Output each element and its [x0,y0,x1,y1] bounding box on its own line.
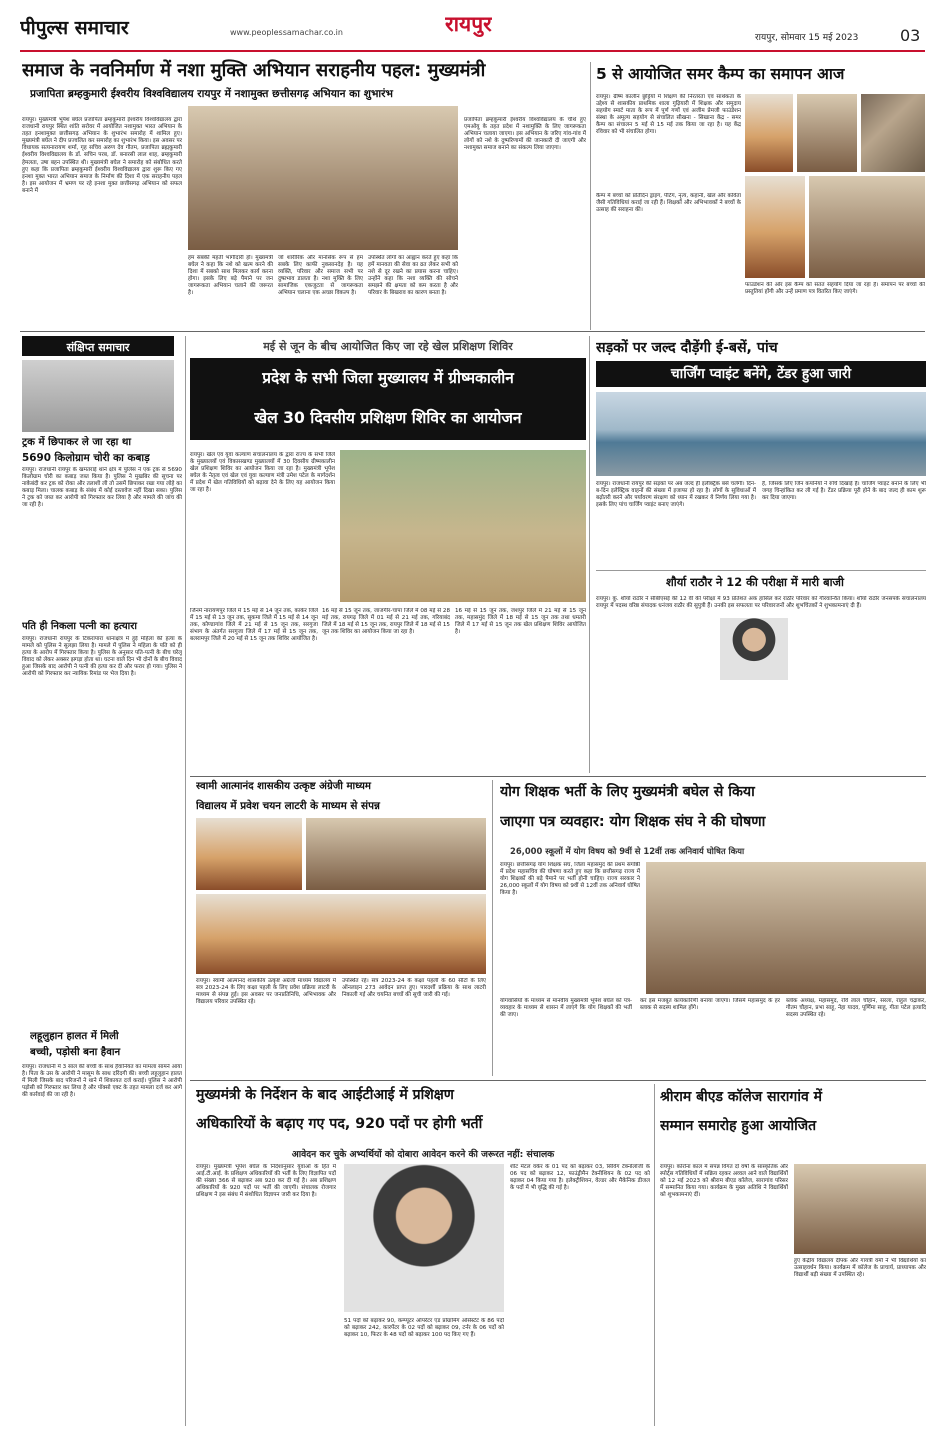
story6-headline-a: स्वामी आत्मानंद शासकीय उत्कृष्ट अंग्रेजी माध्यम [196,781,372,792]
story6-photo-3 [196,894,486,974]
brief-label-bar [22,336,174,356]
story8-subhead-box [196,1142,650,1160]
story3-photo [340,450,586,602]
logo-text: पीपुल्स समाचार [20,17,129,39]
story2-photo-5 [809,176,925,278]
story2-photo-2 [797,94,857,172]
brief-label: संक्षिप्त समाचार [66,341,130,354]
page-number: 03 [900,26,921,45]
story1-body-a: रायपुर। मुख्यमंत्री भूपेश बघेल प्रजापिता ब्रम्हकुमारी ईश्वरीय विश्वविद्यालय द्वारा राजधानी रायपुर स्थित शांति सरोवर में आयोजित नशामुक्त भारत अभियान के तहत इनशामुक्त छत्तीसगढ़ अभियान के शुभारंभ समारोह में शामिल हुए। मुख्यमंत्री बघेल ने दीप प्रज्वलित कर समारोह का शुभारंभ किया। इस अवसर पर विधायक सत्यनारायण शर्मा, गृह सचिव अरुण देव गौतम, प्रजापिता ब्रह्मकुमारी ईश्वरीय विश्वविद्यालय के डॉ. सचिन परब, डॉ. बनारसी लाल शाह, ब्रम्हकुमारी हेमलता, उषा बहन उपस्थित थी। मुख्यमंत्री बघेल ने समारोह को संबोधित करते हुए कहा कि प्रजापिता ब्रम्हकुमारी ईश्वरीय विश्वविद्यालय द्वारा शुरू किए गए इनशा मुक्त भारत अभियान समाज के निर्माण की दिशा में एक सराहनीय पहल है। इस आयोजन में भ्रमण पर रहे इनशा मुक्त छत्तीसगढ़ अभियान को सफल बनाने में [22,117,182,194]
story8-headline-b: अधिकारियों के बढ़ाए गए पद, 920 पदों पर होगी भर्ती [196,1116,483,1132]
brief-item3-head-b: बच्ची, पड़ोसी बना हैवान [30,1047,121,1058]
story3-body-a: रायपुर। खेल एवं युवा कल्याण संचालनालय के द्वारा राज्य के सभी जिले के मुख्यालयों एवं विकासखण्ड मुख्यालयों में 30 दिवसीय ग्रीष्मकालीन खेल प्रशिक्षण शिविर का आयोजन किया जा रहा है। मुख्यमंत्री भूपेश बघेल के नेतृत्व एवं खेल एवं युवा कल्याण मंत्री उमेश पटेल के मार्गदर्शन में प्रदेश में खेल गतिविधियों को बढ़ावा देने के लिए यह आयोजन किया जा रहा है। [190,452,335,494]
story4-body-b: है, जिसके लिए जिन कंपनियों ने रुचि दिखाई है। चार्जिंग प्वाइंट बनाने के लिए भी जगह चिन्हांकित कर ली गई है। टेंडर प्रक्रिया पूरी होने के बाद जल्द ही काम शुरू कर दिया जाएगा। [762,481,926,502]
story1-headline: समाज के नवनिर्माण में नशा मुक्ति अभियान सराहनीय पहल: मुख्यमंत्री [22,60,486,81]
story3-kicker: मई से जून के बीच आयोजित किए जा रहे खेल प्रशिक्षण शिविर [263,340,513,353]
story2-photo-4 [745,176,805,278]
column-divider [185,336,186,1426]
story7-body-b: योगवासियों के माध्यम से मानवीय मुख्यमंत्री भूपेश बघेल को पत्र-व्यवहार के माध्यम से शासन में लाएंगे कि योग शिक्षकों की भर्ती की जाए। [500,998,632,1019]
story9-body-b: हुए केंद्रीय विद्यालय दीपक और गायत्री वर्मा ने भी विद्यार्थियों का उत्साहवर्धन किया। कार्यक्रम में कॉलेज के प्राचार्य, प्राध्यापक और विद्यार्थी बड़ी संख्या में उपस्थित रहे। [794,1258,926,1279]
brief-item2-body: रायपुर। राजधानी रायपुर के टिकरापारा थानाक्षेत्र में हुई महिला की हत्या के मामले को पुलिस ने सुलझा लिया है। मामले में पुलिस ने महिला के पति को ही हत्या के आरोप में गिरफ्तार किया है। पुलिस के अनुसार पति-पत्नी के बीच घरेलू विवाद को लेकर अक्सर झगड़ा होता था। घटना वाले दिन भी दोनों के बीच विवाद हुआ जिसके बाद आरोपी ने पत्नी की हत्या कर दी और फरार हो गया। पुलिस ने आरोपी को गिरफ्तार कर न्यायिक रिमांड पर भेज दिया है। [22,636,182,678]
story-rule [596,570,926,571]
masthead [0,0,945,58]
story3-body-d: 16 मई से 15 जून तक, जशपुर जिले में 21 मई से 15 जून तक, महासमुंद जिले में 18 मई से 15 जून तक तथा धमतरी जिले में 17 मई से 15 जून तक खेल प्रशिक्षण शिविर आयोजित है। [455,608,586,636]
story8-body-b: 51 पदों को बढ़ाकर 90, कम्प्यूटर ऑपरेटर एंड प्रोग्रामिंग असिस्टेंट के 86 पदों को बढ़ाकर 242, कारपेंटर के 02 पदों को बढ़ाकर 09, टर्नर के 06 पदों को बढ़ाकर 10, फिटर के 48 पदों को बढ़ाकर 100 पद किए गए हैं। [344,1318,504,1339]
story1-photo [188,106,458,250]
story8-portrait [344,1164,504,1312]
brief-item3-head-a: लहूलुहान हालत में मिली [30,1031,119,1042]
story8-headline-a: मुख्यमंत्री के निर्देशन के बाद आईटीआई में प्रशिक्षण [196,1087,454,1103]
story2-body-c: फाउंडेशन की ओर इस कैम्प को सतत सहयोग दिया जा रहा है। समापन पर बच्चों की प्रस्तुतियां होंगी और उन्हें प्रमाण पत्र वितरित किए जाएंगे। [745,282,925,296]
story7-body-c: कर इस मजबूत कार्यकारिणी बनाया जाएगा। जिसमें महासमुंद के हर ब्लाक से सदस्य शामिल होंगे। [640,998,780,1012]
brief-item3-body: रायपुर। राजधानी में 3 साल की बच्ची के साथ हैवानियत का मामला सामने आया है। पिता के उस के आरोपी ने मासूम के साथ दरिंदगी की। बच्ची लहूलुहान हालत में मिली जिसके बाद परिजनों ने थाने में शिकायत दर्ज कराई। पुलिस ने आरोपी पड़ोसी को गिरफ्तार कर लिया है और पॉक्सो एक्ट के तहत मामला दर्ज कर आगे की कार्रवाई की जा रही है। [22,1064,182,1099]
section-rule [190,776,926,777]
brief-item1-body: रायपुर। राजधानी रायपुर के खमतराई थाने क्षेत्र में पुलिस ने एक ट्रक से 5690 किलोग्राम चोरी का कबाड़ जब्त किया है। पुलिस ने मुखबिर की सूचना पर नाकेबंदी कर ट्रक को रोका और तलाशी ली तो उसमें छिपाकर रखा गया लोहे का कबाड़ मिला। चालक कबाड़ के संबंध में कोई दस्तावेज नहीं दिखा सका। पुलिस ने ट्रक को जब्त कर आरोपी को गिरफ्तार कर लिया है और मामले की जांच की जा रही है। [22,467,182,509]
column-divider [589,336,590,773]
story4-headline-b-box [596,361,926,387]
column-divider [654,1084,655,1426]
story1-subhead: प्रजापिता ब्रम्हकुमारी ईश्वरीय विश्वविद्यालय रायपुर में नशामुक्त छत्तीसगढ़ अभियान का शुभारंभ [30,88,393,100]
column-divider [590,62,591,330]
story3-kicker-box [190,335,586,357]
story4-photo [596,392,926,476]
story7-headline-b: जाएगा पत्र व्यवहार: योग शिक्षक संघ ने की घोषणा [500,814,766,830]
story8-body-a: रायपुर। मुख्यमंत्री भूपेश बघेल के निर्देशानुसार युवाओं के हित में आई.टी.आई. के प्रशिक्षण अधिकारियों की भर्ती के लिए विज्ञापित पदों की संख्या 366 से बढ़ाकर अब 920 कर दी गई है। अब प्रशिक्षण अधिकारियों के 920 पदों पर भर्ती की जाएगी। संचालक रोजगार प्रशिक्षण ने इस संबंध में संशोधित विज्ञापन जारी कर दिया है। [196,1164,336,1199]
story9-headline-a: श्रीराम बीएड कॉलेज सारागांव में [660,1089,822,1105]
story3-headline-1: प्रदेश के सभी जिला मुख्यालय में ग्रीष्मकालीन [262,369,514,387]
brief-photo [22,360,174,432]
story8-body-c: शीट मेटल वर्कर के 01 पद को बढ़ाकर 03, सिविंग टेक्नोलॉजी के 06 पद को बढ़ाकर 12, फाउंड्रीमैन टेक्नीशियन के 02 पद को बढ़ाकर 04 किया गया है। इलेक्ट्रीशियन, वेल्डर और मैकेनिक डीजल के पदों में भी वृद्धि की गई है। [510,1164,650,1192]
section-rule [190,1080,926,1081]
story9-photo [794,1164,926,1254]
story7-subhead: 26,000 स्कूलों में योग विषय को 9वीं से 12वीं तक अनिवार्य घोषित किया [510,846,745,856]
story5-portrait [720,618,788,680]
column-divider [492,780,493,1076]
story7-body-d: ब्लॉक अध्यक्ष, महासमुंद, रवि लाल चौहान, सरला, राहुल चंद्राकर, गौतम चौहान, प्रभा साहू, नेहा यादव, पूर्णिमा साहू, गीता पटेल इत्यादि सदस्य उपस्थित रहे। [786,998,926,1019]
story2-headline: 5 से आयोजित समर कैम्प का समापन आज [596,65,845,83]
brief-item1-head-a: ट्रक में छिपाकर ले जा रहा था [22,437,131,448]
story3-headline-2: खेल 30 दिवसीय प्रशिक्षण शिविर का आयोजन [254,409,522,427]
story6-photo-1 [196,818,302,890]
story9-headline-b: सम्मान समारोह हुआ आयोजित [660,1118,817,1134]
story4-headline-b: चार्जिंग प्वाइंट बनेंगे, टेंडर हुआ जारी [670,366,852,382]
brief-item1-head-b: 5690 किलोग्राम चोरी का कबाड़ [22,452,150,464]
brief-item2-head: पति ही निकला पत्नी का हत्यारा [22,621,137,632]
story2-photo-1 [745,94,793,172]
story1-body-b: हम सबकी महती भागीदारी हो। मुख्यमंत्री बघेल ने कहा कि नशे को खत्म करने की दिशा में सबको साथ मिलकर कार्य करना होगा। इसके लिए बड़े पैमाने पर जन जागरूकता अभियान चलाने की जरूरत है। [188,255,273,297]
website-link[interactable]: www.peoplessamachar.co.in [230,28,343,37]
dateline: रायपुर, सोमवार 15 मई 2023 [755,33,859,43]
story5-headline: शौर्या राठौर ने 12 की परीक्षा में मारी बाजी [666,575,844,589]
story4-body-a: रायपुर। राजधानी रायपुर की सड़कों पर अब जल्द ही इलेक्ट्रिक बसें चलेंगी। दिन-ब-दिन इलेक्ट्रिक वाहनों की संख्या में इजाफा हो रहा है। लोगों के सुविधाओं में बढ़ोतरी करने और पर्यावरण संरक्षण को ध्यान में रखकर ये निर्णय लिया गया है। इसके लिए पांच चार्जिंग प्वाइंट बनाए जाएंगे। [596,481,756,509]
section-label: रायपुर [445,11,492,36]
story2-body-a: रायपुर। ग्रीष्म कालीन छुट्टियों में शिक्षण की निरंतरता एवं सार्थकता के उद्देश्य से शासकीय प्राथमिक शाला गुढ़ियारी में शिक्षक और समुदाय सहयोग स्मार्ट माता के रूप में पूर्ण गणों एवं अजीम प्रेमजी फाउंडेशन संस्था के अमूल्य सहयोग से संचालित सीखना - सिखाना केंद्र - समर कैम्प का संचालन 5 मई से 15 मई तक किया जा रहा है। यह केंद्र रविवार को भी संचालित होगा। [596,94,741,136]
story6-body-a: रायपुर। स्वामी आत्मानंद शासकीय उत्कृष्ट अंग्रेजी माध्यम विद्यालय में सत्र 2023-24 के लिए कक्षा पहली के लिए प्रवेश प्रक्रिया लाटरी के माध्यम से संपन्न हुई। इस अवसर पर जनप्रतिनिधि, अभिभावक और विद्यालय परिवार उपस्थित रहे। [196,978,336,1006]
story1-body-e: प्रजापिता ब्रम्हकुमारी ईश्वरीय विश्वविद्यालय के चौथे हुए एमओयू के तहत प्रदेश में नशामुक्ति के लिए जागरूकता अभियान चलाया जाएगा। इस अभियान के जरिए गांव-गांव में लोगों को नशे के दुष्परिणामों की जानकारी दी जाएगी और नशामुक्त समाज बनाने का संकल्प लिया जाएगा। [464,117,586,152]
story2-photo-3 [861,94,925,172]
story4-headline-a: सड़कों पर जल्द दौड़ेंगी ई-बसें, पांच [596,340,778,356]
story3-headline-box [190,358,586,440]
story7-photo [646,862,926,994]
story8-subhead: आवेदन कर चुके अभ्यर्थियों को दोबारा आवेदन करने की जरूरत नहीं: संचालक [291,1149,555,1160]
story5-body: रायपुर। कु. शौर्या राठौर ने सीबीएसई की 12 वीं की परीक्षा में 93 प्रतिशत अंक हासिल कर राठौर परिवार को गौरवान्वित किया। शौर्या राठौर जनसंपर्क संचालनालय रायपुर में पदस्थ वरिष्ठ संपादक धनंजय राठौर की सुपुत्री हैं। उनकी इस सफलता पर परिवारजनों और शुभचिंतकों ने शुभकामनाएं दी हैं। [596,596,926,610]
story1-body-c: जो शारीरिक और मानसिक रूप से हम सबके लिए काफी नुकसानदेह है। यह व्यक्ति, परिवार और समाज सभी पर दुष्प्रभाव डालता है। नशा मुक्ति के लिए सामाजिक एकजुटता से जागरूकता अभियान चलाना एक अच्छा विकल्प है। [278,255,363,297]
story1-body-d: उपस्थित लोगों का आह्वान करते हुए कहा कि हमें मानवता की सेवा का व्रत लेकर सभी को नशे से दूर रखने का प्रयास करना चाहिए। उन्होंने कहा कि नशा व्यक्ति की सोचने समझने की क्षमता को कम करता है और परिवार के बिखराव का कारण बनता है। [368,255,458,297]
story3-body-c: 16 मई से 15 जून तक, जांजगीर-चांपा जिले में 08 मई से 28 मई तक, रायगढ़ जिले में 01 मई से 21 मई तक, गरियाबंद जिले में 18 मई से 15 जून तक, रायपुर जिले में 18 मई से 15 जून तक शिविर का आयोजन किया जा रहा है। [322,608,450,636]
section-rule [20,331,925,332]
story9-body-a: रायपुर। कोरोना काल में संपन्न विगत दो वर्षों के सांस्कृतिक और स्पोर्ट्स गतिविधियों में सक्रिय रहकर अव्वल आने वाले विद्यार्थियों को 12 मई 2023 को श्रीराम बीएड कॉलेज, सारागांव परिसर में सम्मानित किया गया। कार्यक्रम के मुख्य अतिथि ने विद्यार्थियों को शुभकामनाएं दीं। [660,1164,788,1199]
masthead-rule [20,50,925,52]
story6-photo-2 [306,818,486,890]
masthead-logo[interactable] [20,14,220,44]
story3-body-b: जिनमें नारायणपुर जिले में 15 मई से 14 जून तक, कांकेर जिले में 15 मई से 13 जून तक, सुकमा जिले में 15 मई से 14 जून तक, कोण्डागांव जिले में 21 मई से 15 जून तक, सरगुजा संभाग के अंतर्गत सरगुजा जिले में 17 मई से 15 जून तक, बलरामपुर जिले में 20 मई से 15 जून तक शिविर आयोजित है। [190,608,318,643]
story6-body-b: उपस्थित रहे। सत्र 2023-24 के कक्षा पहली के 60 सीटों के लिए ऑनलाइन 273 आवेदन प्राप्त हुए। पारदर्शी प्रक्रिया के साथ लाटरी निकाली गई और चयनित बच्चों की सूची जारी की गई। [342,978,486,999]
story2-body-b: कैम्प में बच्चों को प्रतिदिन ड्राइंग, पेंटिंग, नृत्य, कहानी, खेल और कविता जैसी गतिविधियां कराई जा रही हैं। शिक्षकों और अभिभावकों ने बच्चों के उत्साह की सराहना की। [596,193,741,214]
story7-headline-a: योग शिक्षक भर्ती के लिए मुख्यमंत्री बघेल से किया [500,784,755,800]
story7-body-a: रायपुर। छत्तीसगढ़ योग शिक्षक संघ, जिला महासमुंद की प्रथम संगोष्ठी में प्रदेश महासचिव की घोषणा करते हुए कहा कि छत्तीसगढ़ राज्य में योग शिक्षकों की बड़े पैमाने पर भर्ती होनी चाहिए। राज्य सरकार ने 26,000 स्कूलों में योग विषय को 9वीं से 12वीं तक अनिवार्य घोषित किया है। [500,862,640,897]
story6-headline-b: विद्यालय में प्रवेश चयन लाटरी के माध्यम से संपन्न [196,800,380,812]
